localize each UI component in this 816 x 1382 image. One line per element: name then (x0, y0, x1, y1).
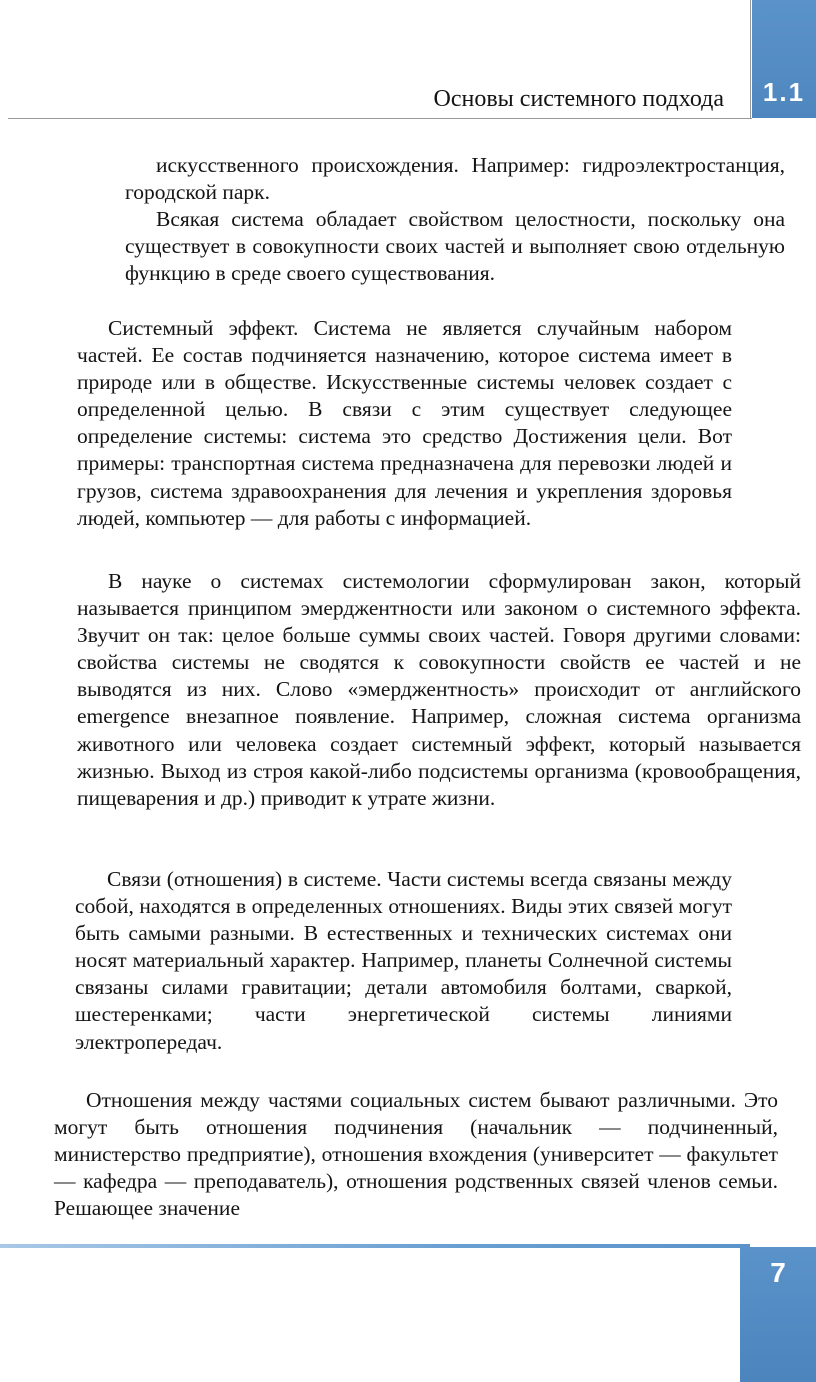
header-divider (750, 0, 751, 119)
paragraph-emergence: В науке о системах системологии сформулирован закон, который называется принципом эмерджентности или законом о системного эффекта. Звучит он так: целое больше суммы своих частей. Говоря другими словами: свойства системы не сводятся к совокупности свойств ее частей и не выводятся из них. Слово «эмерджентность» происходит от английского emergence внезапное появление. Например, сложная система организма животного или человека создает системный эффект, который называется жизнью. Выход из строя какой-либо подсистемы организма (кровообращения, пищеварения и др.) приводит к утрате жизни. (77, 569, 801, 810)
paragraph-2: Всякая система обладает свойством целостности, поскольку она существует в совокупности своих частей и выполняет свою отдельную функцию в среде своего существования. (125, 207, 785, 286)
page-number-tab (740, 1247, 816, 1382)
running-head: Основы системного подхода (433, 86, 724, 112)
header-rule (8, 118, 752, 119)
page-number: 7 (770, 1257, 786, 1288)
section-number: 1.1 (762, 77, 806, 107)
footer-rule (0, 1244, 750, 1248)
section-tab (752, 0, 816, 118)
paragraph-system-effect: Системный эффект. Система не является случайным набором частей. Ее состав подчиняется назначению, которое система имеет в природе или в обществе. Искусственные системы человек создает с определенной целью. В связи с этим существует следующее определение системы: система это средство Достижения цели. Вот примеры: транспортная система предназначена для перевозки людей и грузов, система здравоохранения для лечения и укрепления здоровья людей, компьютер — для работы с информацией. (77, 316, 732, 530)
paragraph-1: искусственного происхождения. Например: гидроэлектростанция, городской парк. (125, 153, 785, 205)
paragraph-social-relations: Отношения между частями социальных систем бывают различными. Это могут быть отношения подчинения (начальник — подчиненный, министерство предприятие), отношения вхождения (университет — факультет — кафедра — преподаватель), отношения родственных связей членов семьи. Решающее значение (54, 1088, 778, 1221)
paragraph-relations: Связи (отношения) в системе. Части системы всегда связаны между собой, находятся в определенных отношениях. Виды этих связей могут быть самыми разными. В естественных и технических системах они носят материальный характер. Например, планеты Солнечной системы связаны силами гравитации; детали автомобиля болтами, сваркой, шестеренками; части энергетической системы линиями электропередач. (75, 867, 732, 1054)
